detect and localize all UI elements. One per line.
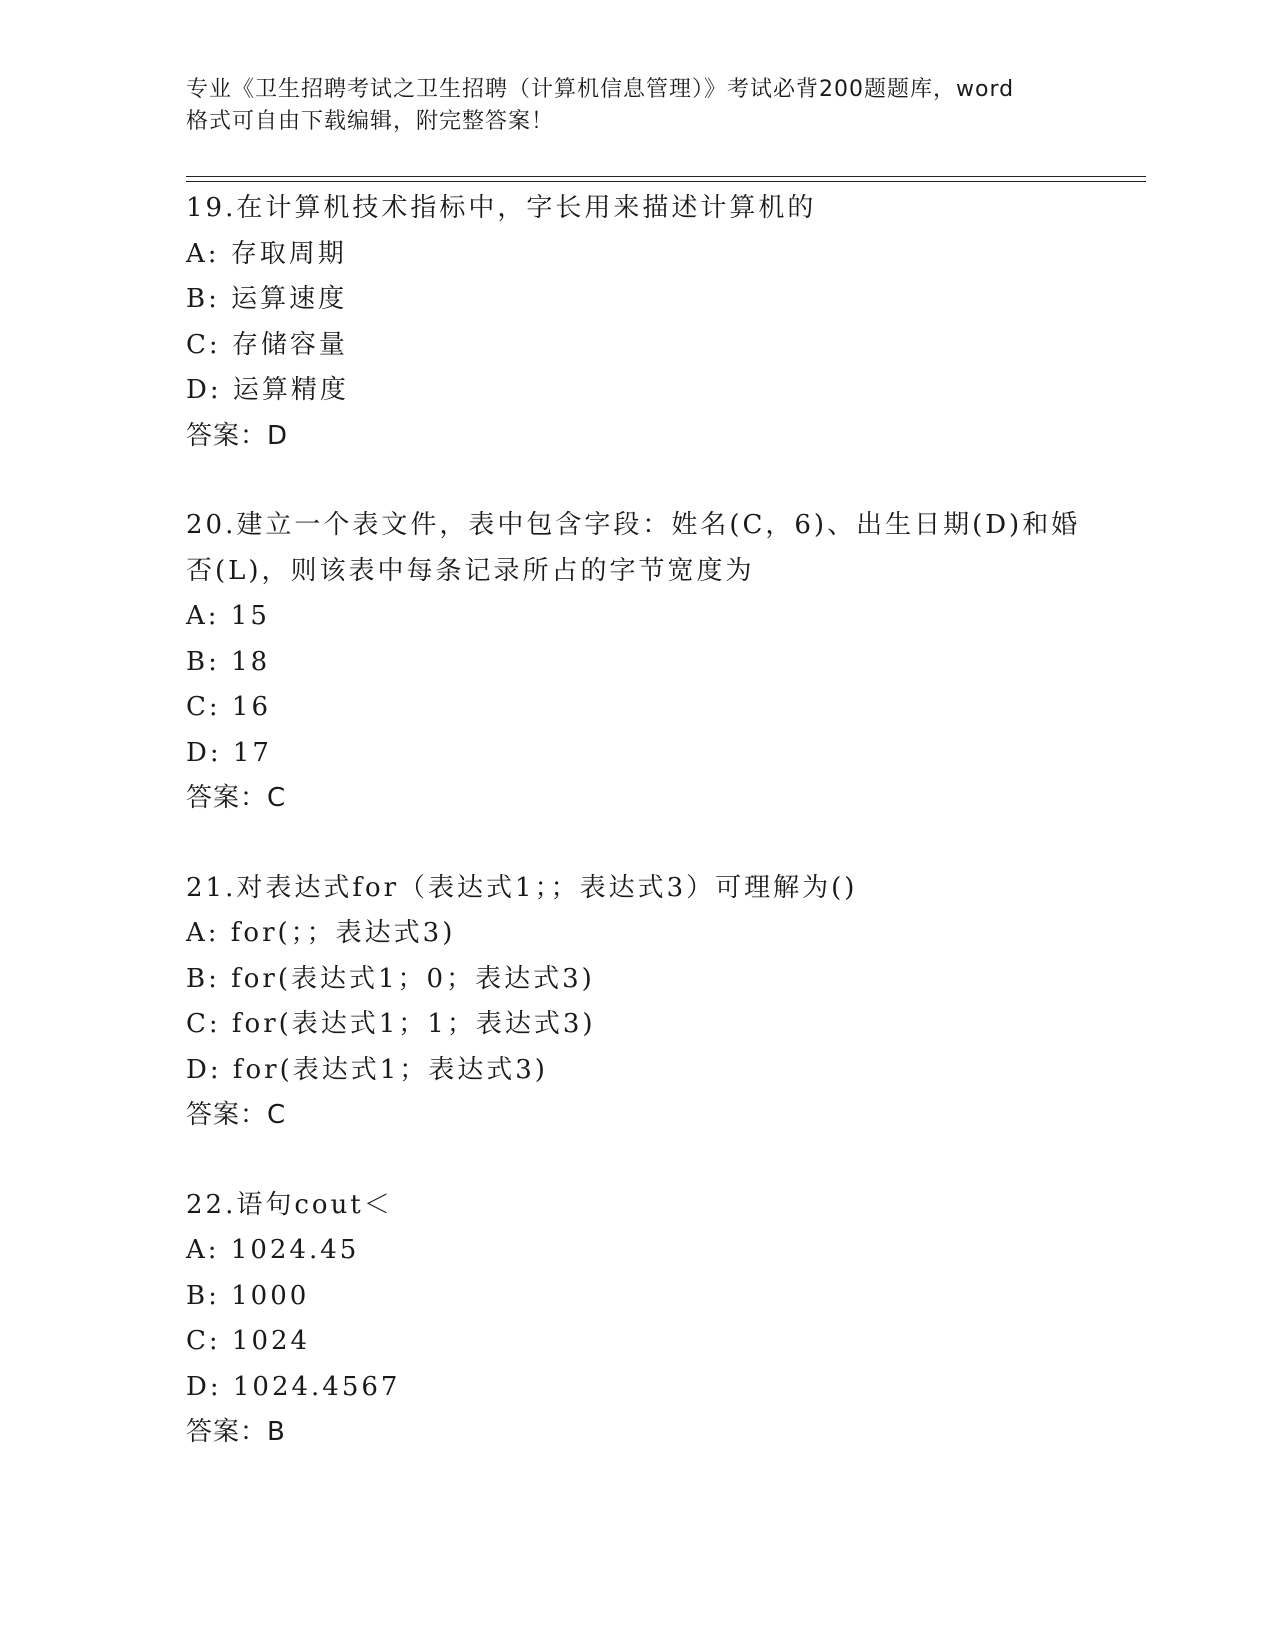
option-a: A: for(；；表达式3) — [186, 918, 456, 948]
question-stem: 19.在计算机技术指标中，字长用来描述计算机的 — [186, 193, 817, 223]
header-line-1: 专业《卫生招聘考试之卫生招聘（计算机信息管理）》考试必背200题题库，word — [186, 77, 1015, 102]
question-stem: 20.建立一个表文件，表中包含字段：姓名(C，6)、出生日期(D)和婚 — [186, 510, 1081, 540]
question-list — [186, 186, 1086, 1456]
option-a: A: 存取周期 — [186, 238, 347, 269]
answer: 答案：B — [186, 1417, 286, 1447]
option-d: D: for(表达式1；表达式3) — [186, 1054, 548, 1085]
question-20 — [186, 503, 1086, 822]
option-b: B: for(表达式1；0；表达式3) — [186, 963, 595, 994]
option-d: D: 运算精度 — [186, 375, 349, 405]
option-b: B: 运算速度 — [186, 284, 348, 314]
option-b: B: 18 — [186, 646, 271, 677]
header-divider — [186, 176, 1146, 182]
option-c: C: for(表达式1；1；表达式3) — [186, 1009, 596, 1039]
answer: 答案：C — [186, 783, 287, 813]
answer: 答案：D — [186, 420, 289, 451]
option-c: C: 16 — [186, 692, 272, 722]
answer: 答案：C — [186, 1100, 287, 1130]
option-a: A: 15 — [186, 601, 270, 631]
question-19 — [186, 186, 1086, 459]
question-22 — [186, 1183, 1086, 1456]
option-c: C: 存储容量 — [186, 329, 348, 360]
question-stem: 21.对表达式for（表达式1；；表达式3）可理解为() — [186, 872, 858, 903]
option-b: B: 1000 — [186, 1280, 310, 1311]
document-header — [186, 74, 1066, 138]
question-stem-continued: 否(L)，则该表中每条记录所占的字节宽度为 — [186, 555, 755, 586]
header-line-2: 格式可自由下载编辑，附完整答案！ — [186, 109, 555, 134]
option-a: A: 1024.45 — [186, 1235, 360, 1265]
option-d: D: 17 — [186, 737, 272, 768]
question-21 — [186, 866, 1086, 1139]
option-d: D: 1024.4567 — [186, 1371, 401, 1402]
option-c: C: 1024 — [186, 1326, 311, 1356]
question-stem: 22.语句cout＜ — [186, 1189, 393, 1220]
